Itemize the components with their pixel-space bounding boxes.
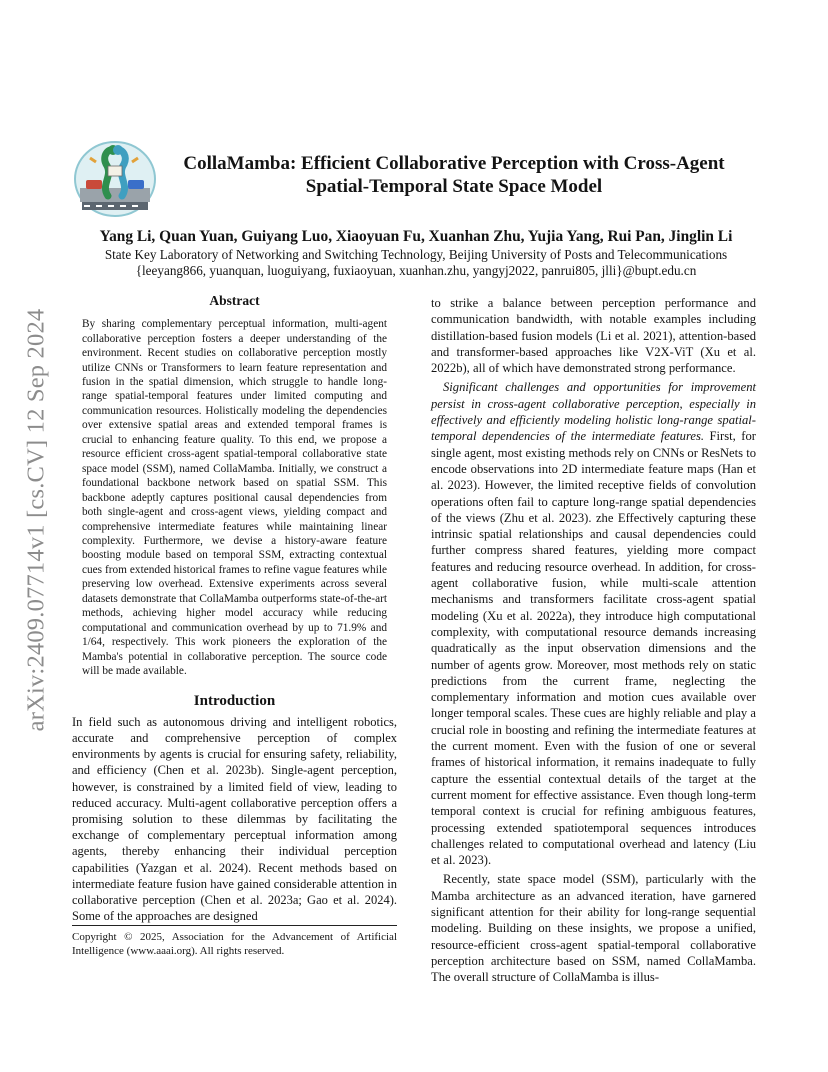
title-line-2: Spatial-Temporal State Space Model bbox=[305, 176, 603, 197]
right-paragraph-2-emphasis: Significant challenges and opportunities for improvement persist in cross-agent collaborative perception, especially in effectively and efficiently modeling holistic long-range spatial-temporal dependencies of the intermediate features. bbox=[431, 380, 756, 444]
right-paragraph-3: Recently, state space model (SSM), particularly with the Mamba architecture as an advanced iteration, have garnered significant attention for their ability for long-range sequential modeling. Building on these insights, we propose a unified, resource-efficient cross-agent spatial-temporal collaborative perception architecture based on SSM, named CollaMamba. The overall structure of CollaMamba is illus- bbox=[431, 872, 756, 985]
collamamba-logo bbox=[72, 136, 158, 218]
authors: Yang Li, Quan Yuan, Guiyang Luo, Xiaoyuan Fu, Xuanhan Zhu, Yujia Yang, Rui Pan, Jinglin Li bbox=[99, 228, 733, 245]
title-line-1: CollaMamba: Efficient Collaborative Perception with Cross-Agent bbox=[183, 153, 725, 174]
arxiv-id: arXiv:2409.07714v1 [cs.CV] 12 Sep 2024 bbox=[22, 308, 50, 732]
introduction-heading: Introduction bbox=[193, 692, 276, 709]
right-paragraph-2 bbox=[431, 379, 756, 868]
arxiv-stamp bbox=[14, 270, 58, 770]
intro-paragraph-1: In field such as autonomous driving and intelligent robotics, accurate and comprehensive perception of complex environments by agents is crucial for ensuring safety, reliability, and efficiency (Chen et al. 2023b). Single-agent perception, however, is constrained by a limited field of view, leading to reduced accuracy. Multi-agent collaborative perception offers a promising solution to these dilemmas by facilitating the exchange of complementary perceptual information among agents, thereby enhancing their individual perception capabilities (Yazgan et al. 2024). Recent methods based on intermediate feature fusion have gained considerable attention in collaborative perception (Chen et al. 2023a; Gao et al. 2024). Some of the approaches are designed bbox=[72, 714, 397, 924]
right-paragraph-1: to strike a balance between perception performance and communication bandwidth, with notable examples including distillation-based fusion models (Li et al. 2021), attention-based and transformer-based approaches like V2X-ViT (Xu et al. 2022b), all of which have demonstrated strong performance. bbox=[431, 296, 756, 376]
abstract-text: By sharing complementary perceptual information, multi-agent collaborative perception fosters a deeper understanding of the environment. Recent studies on collaborative perception mostly utilize CNNs or Transformers to learn feature representation and fusion in the spatial dimension, which struggle to handle long-range spatial-temporal features under limited computing and communication resources. Holistically modeling the dependencies over extensive spatial areas and extended temporal frames is crucial to enhancing feature quality. To this end, we propose a resource efficient cross-agent spatial-temporal collaborative state space model (SSM), named CollaMamba. Initially, we construct a foundational backbone network based on spatial SSM. This backbone adeptly captures positional causal dependencies from both single-agent and cross-agent views, yielding compact and comprehensive intermediate features while maintaining linear complexity. Furthermore, we devise a history-aware feature boosting module based on temporal SSM, extracting contextual cues from extended historical frames to refine vague features while preserving low overhead. Extensive experiments across several datasets demonstrate that CollaMamba outperforms state-of-the-art methods, achieving higher model accuracy while reducing computational and communication overhead by up to 71.9% and 1/64, respectively. This work pioneers the exploration of the Mamba's potential in collaborative perception. The source code will be made available. bbox=[82, 318, 387, 678]
abstract-heading: Abstract bbox=[209, 293, 260, 308]
copyright-notice: Copyright © 2025, Association for the Advancement of Artificial Intelligence (www.aaai.org). All rights reserved. bbox=[72, 925, 397, 958]
left-column bbox=[72, 293, 397, 924]
emails: {leeyang866, yuanquan, luoguiyang, fuxiaoyuan, xuanhan.zhu, yangyj2022, panrui805, jlli}@bupt.edu.cn bbox=[135, 263, 697, 278]
affiliation: State Key Laboratory of Networking and Switching Technology, Beijing University of Posts and Telecommunications bbox=[104, 247, 728, 262]
right-column bbox=[431, 295, 756, 985]
paper-title bbox=[168, 152, 740, 198]
affiliation-block bbox=[72, 247, 760, 279]
right-paragraph-2-body: First, for single agent, most existing methods rely on CNNs or ResNets to encode observations into 2D intermediate feature maps (Han et al. 2023). However, the limited receptive fields of convolution operations often fail to capture long-range spatial dependencies of the views (Zhu et al. 2023). zhe Effectively capturing these intrinsic spatial relationships and causal dependencies could further compress shared features, yielding more compact features and reducing resource overhead. In addition, for cross-agent collaborative fusion, while multi-scale attention mechanisms and transformers facilitate cross-agent spatial modeling (Xu et al. 2022a), they introduce high computational complexity, with computational resource demands increasing quadratically as the input observation dimensions and the number of agents grow. Moreover, most methods rely on static predictions from the current frame, neglecting the complementary information and motion cues available over longer temporal scales. These cues are highly reliable and play a crucial role in boosting and refining the intermediate features at the current moment. Even with the fusion of one or several frames of historical information, it remains inadequate to fully capture the essential contextual details of the target at the current moment for effective assistance. Even though long-term temporal context is crucial for refining ambiguous features, processing extended spatiotemporal sequences introduces challenges related to computational overhead and latency (Liu et al. 2023). bbox=[431, 429, 756, 868]
